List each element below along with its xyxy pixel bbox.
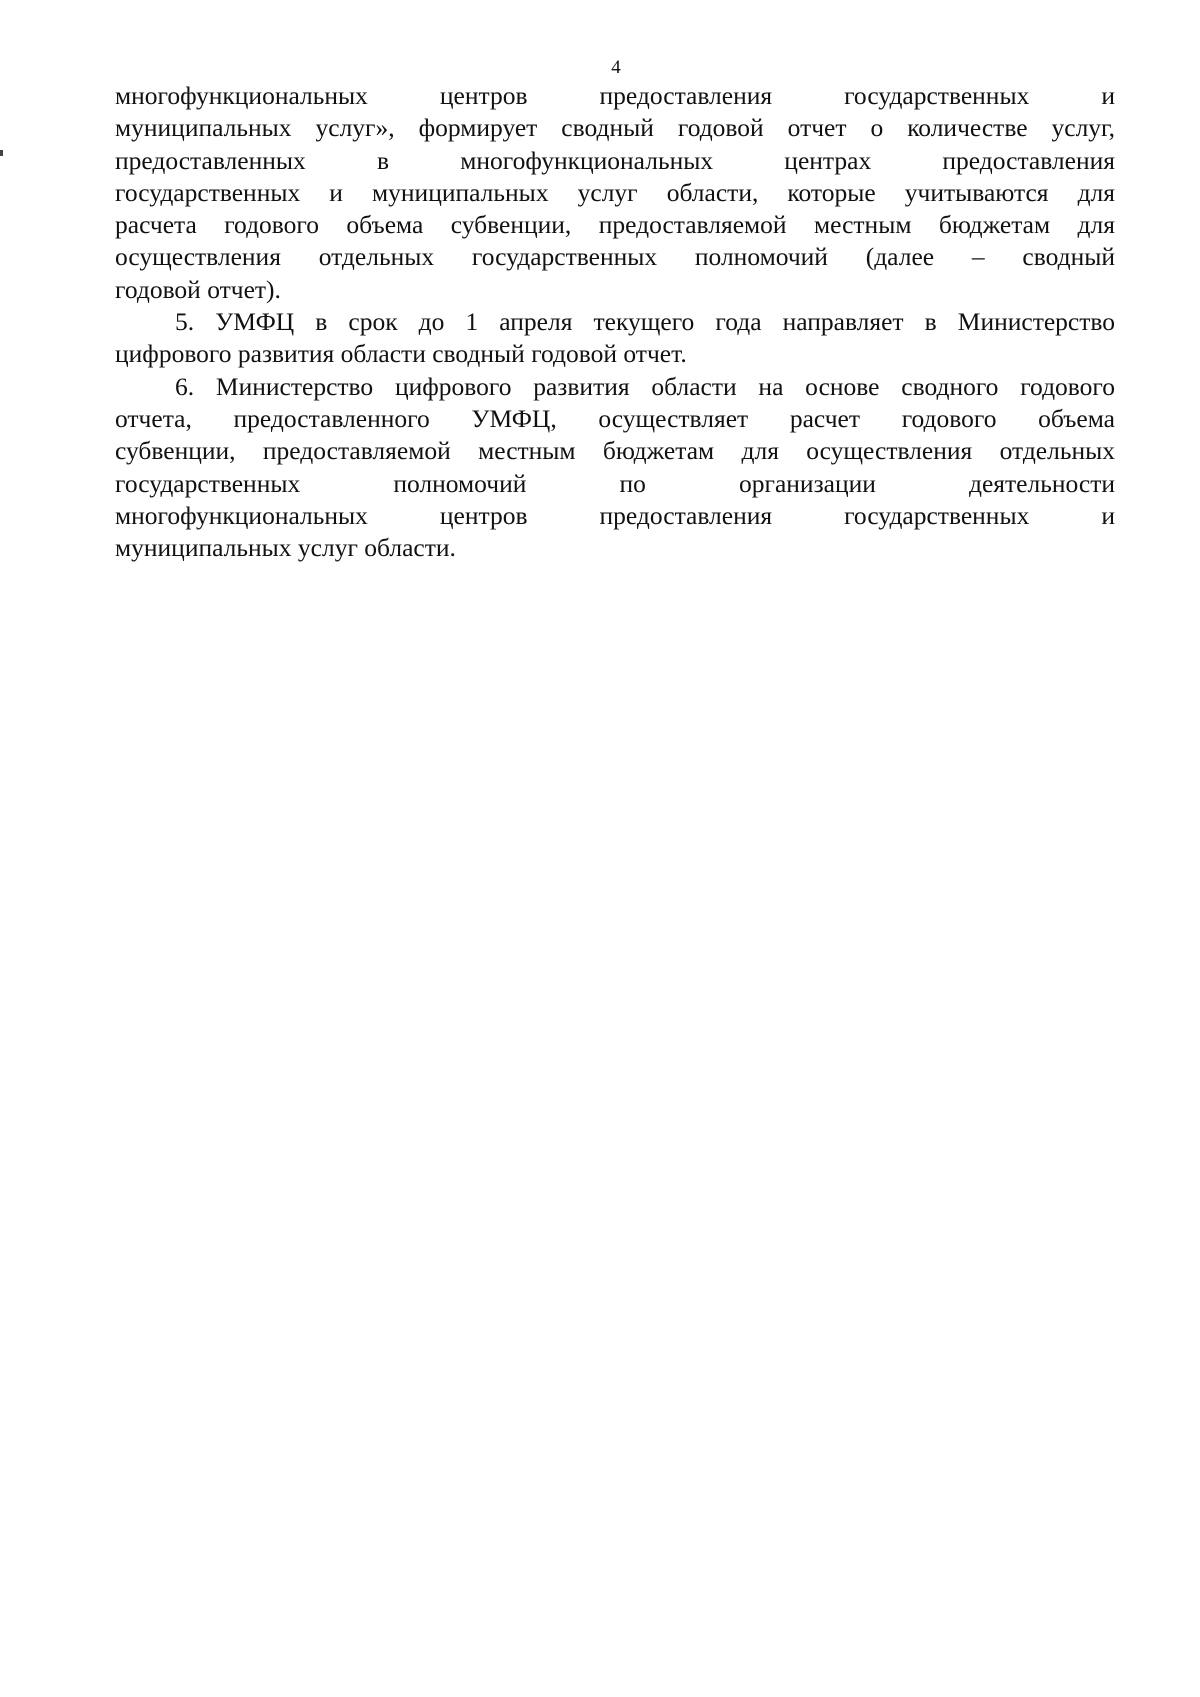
continuation-paragraph [115, 80, 1115, 306]
text-line: государственных и муниципальных услуг области, которые учитываются для [115, 177, 1115, 207]
page-number: 4 [611, 57, 621, 78]
item-5-paragraph [115, 306, 1115, 371]
text-line: отчета, предоставленного УМФЦ, осуществляет расчет годового объема [115, 403, 1115, 433]
text-line: цифрового развития области сводный годовой отчет. [115, 339, 687, 369]
text-line: предоставленных в многофункциональных центрах предоставления [115, 145, 1115, 175]
text-line: субвенции, предоставляемой местным бюджетам для осуществления отдельных [115, 436, 1115, 466]
text-line: государственных полномочий по организации деятельности [115, 468, 1115, 498]
text-line: расчета годового объема субвенции, предоставляемой местным бюджетам для [115, 210, 1115, 240]
scan-artifact [0, 150, 3, 156]
text-line: годовой отчет). [115, 274, 281, 304]
document-body [115, 80, 1115, 564]
text-line: многофункциональных центров предоставления государственных и [115, 81, 1115, 110]
text-line: 5. УМФЦ в срок до 1 апреля текущего года направляет в Министерство [175, 307, 1115, 337]
text-line: осуществления отдельных государственных полномочий (далее – сводный [115, 242, 1115, 272]
text-line: многофункциональных центров предоставления государственных и [115, 500, 1115, 530]
text-line: муниципальных услуг», формирует сводный годовой отчет о количестве услуг, [115, 113, 1115, 143]
text-line: 6. Министерство цифрового развития области на основе сводного годового [175, 371, 1115, 401]
item-6-paragraph [115, 371, 1115, 565]
text-line: муниципальных услуг области. [115, 533, 456, 563]
